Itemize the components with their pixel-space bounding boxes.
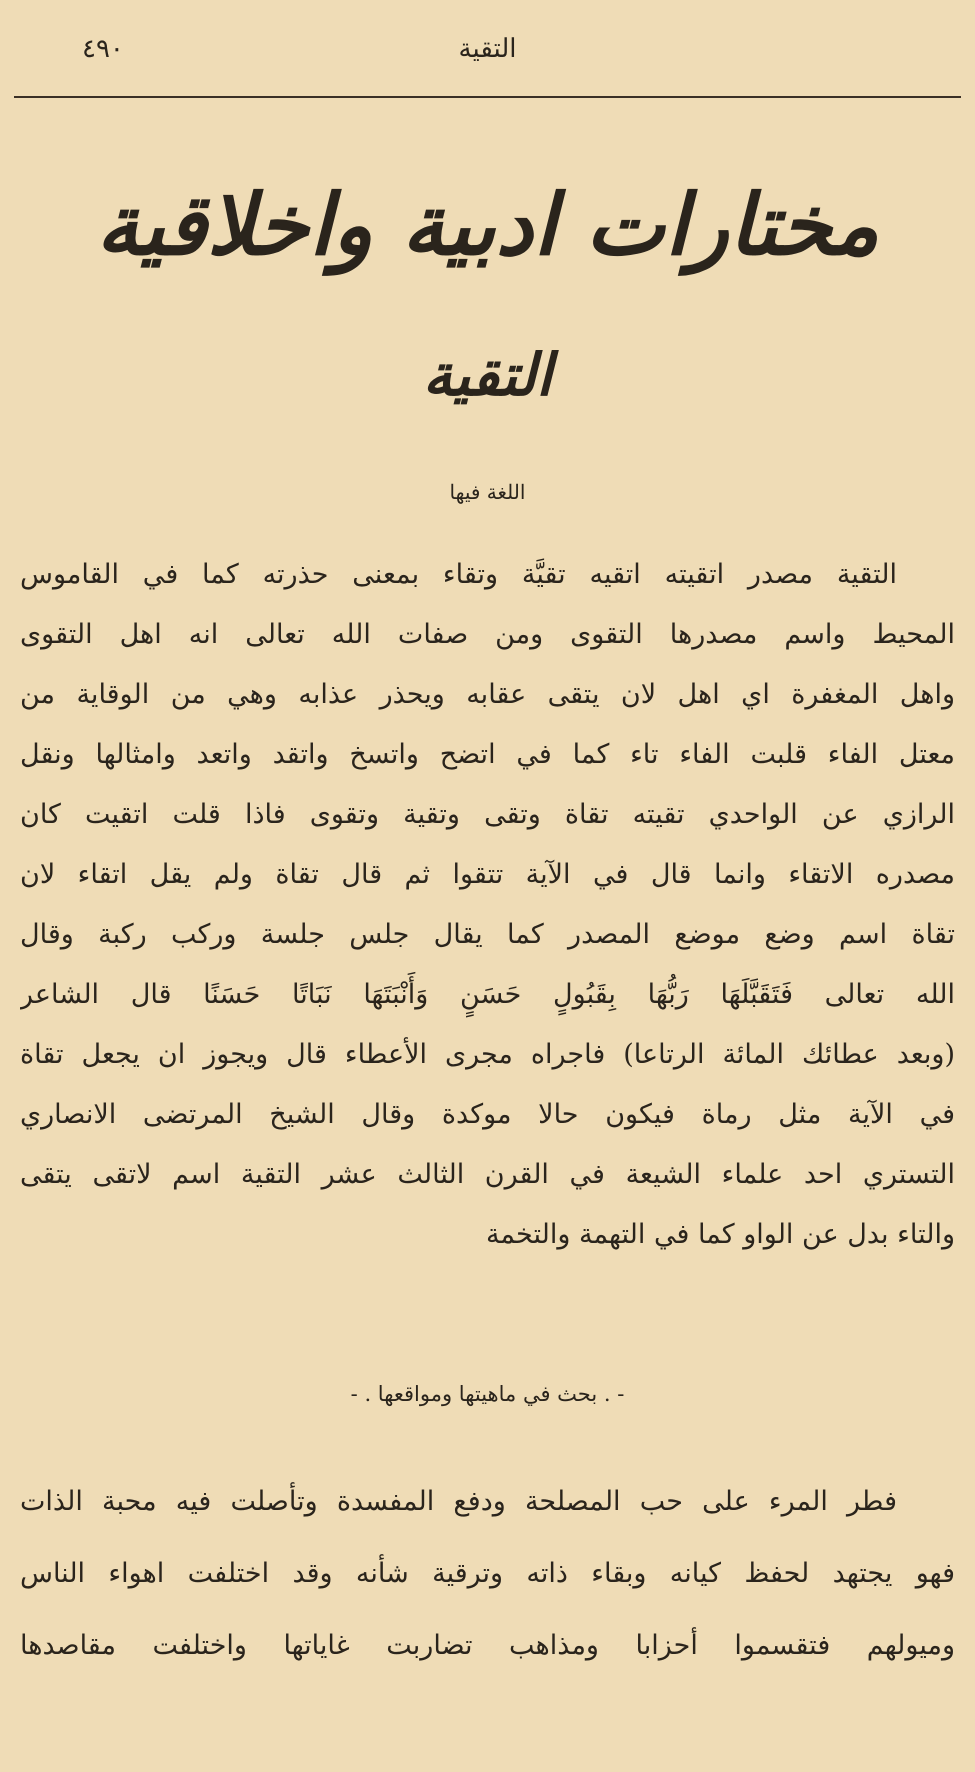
running-header (14, 28, 961, 76)
subheading: اللغة فيها (449, 480, 526, 504)
text-line: والتاء بدل عن الواو كما في التهمة والتخمة (485, 1219, 955, 1250)
text-line: مصدره الاتقاء وانما قال في الآية تتقوا ثم قال تقاة ولم يقل اتقاء لان (20, 859, 955, 890)
text-line: (وبعد عطائك المائة الرتاعا) فاجراه مجرى الأعطاء قال ويجوز ان يجعل تقاة (20, 1039, 955, 1070)
text-line: التستري احد علماء الشيعة في القرن الثالث عشر التقية اسم لاتقى يتقى (20, 1159, 955, 1190)
text-line: معتل الفاء قلبت الفاء تاء كما في اتضح واتسخ واتقد واتعد وامثالها ونقل (20, 739, 955, 770)
page-number: ٤٩٠ (82, 34, 124, 64)
article-title: التقية (422, 341, 553, 409)
paragraph-linguistics (20, 545, 955, 1265)
running-title: التقية (458, 34, 517, 64)
header-rule (14, 96, 961, 98)
text-line: المحيط واسم مصدرها التقوى ومن صفات الله تعالى انه اهل التقوى (20, 619, 955, 650)
text-line: الله تعالى فَتَقَبَّلَهَا رَبُّهَا بِقَبُولٍ حَسَنٍ وَأَنْبَتَهَا نَبَاتًا حَسَنًا قال الشاعر (20, 979, 955, 1010)
section-divider: - . بحث في ماهيتها ومواقعها . - (350, 1382, 625, 1406)
text-line: واهل المغفرة اي اهل لان يتقى عقابه ويحذر عذابه وهي من الوقاية من (20, 679, 955, 710)
text-line: التقية مصدر اتقيته اتقيه تقيَّة وتقاء بمعنى حذرته كما في القاموس (20, 559, 897, 590)
text-line: فطر المرء على حب المصلحة ودفع المفسدة وتأصلت فيه محبة الذات (20, 1486, 897, 1517)
text-line: الرازي عن الواحدي تقيته تقاة وتقى وتقية وتقوى فاذا قلت اتقيت كان (20, 799, 955, 830)
text-line: وميولهم فتقسموا أحزابا ومذاهب تضاربت غاياتها واختلفت مقاصدها (20, 1630, 955, 1661)
section-title: مختارات ادبية واخلاقية (96, 175, 879, 274)
text-line: في الآية مثل رماة فيكون حالا موكدة وقال الشيخ المرتضى الانصاري (20, 1099, 955, 1130)
text-line: فهو يجتهد لحفظ كيانه وبقاء ذاته وترقية شأنه وقد اختلفت اهواء الناس (20, 1558, 955, 1589)
text-line: تقاة اسم وضع موضع المصدر كما يقال جلس جلسة وركب ركبة وقال (20, 919, 955, 950)
paragraph-essence (20, 1466, 955, 1682)
